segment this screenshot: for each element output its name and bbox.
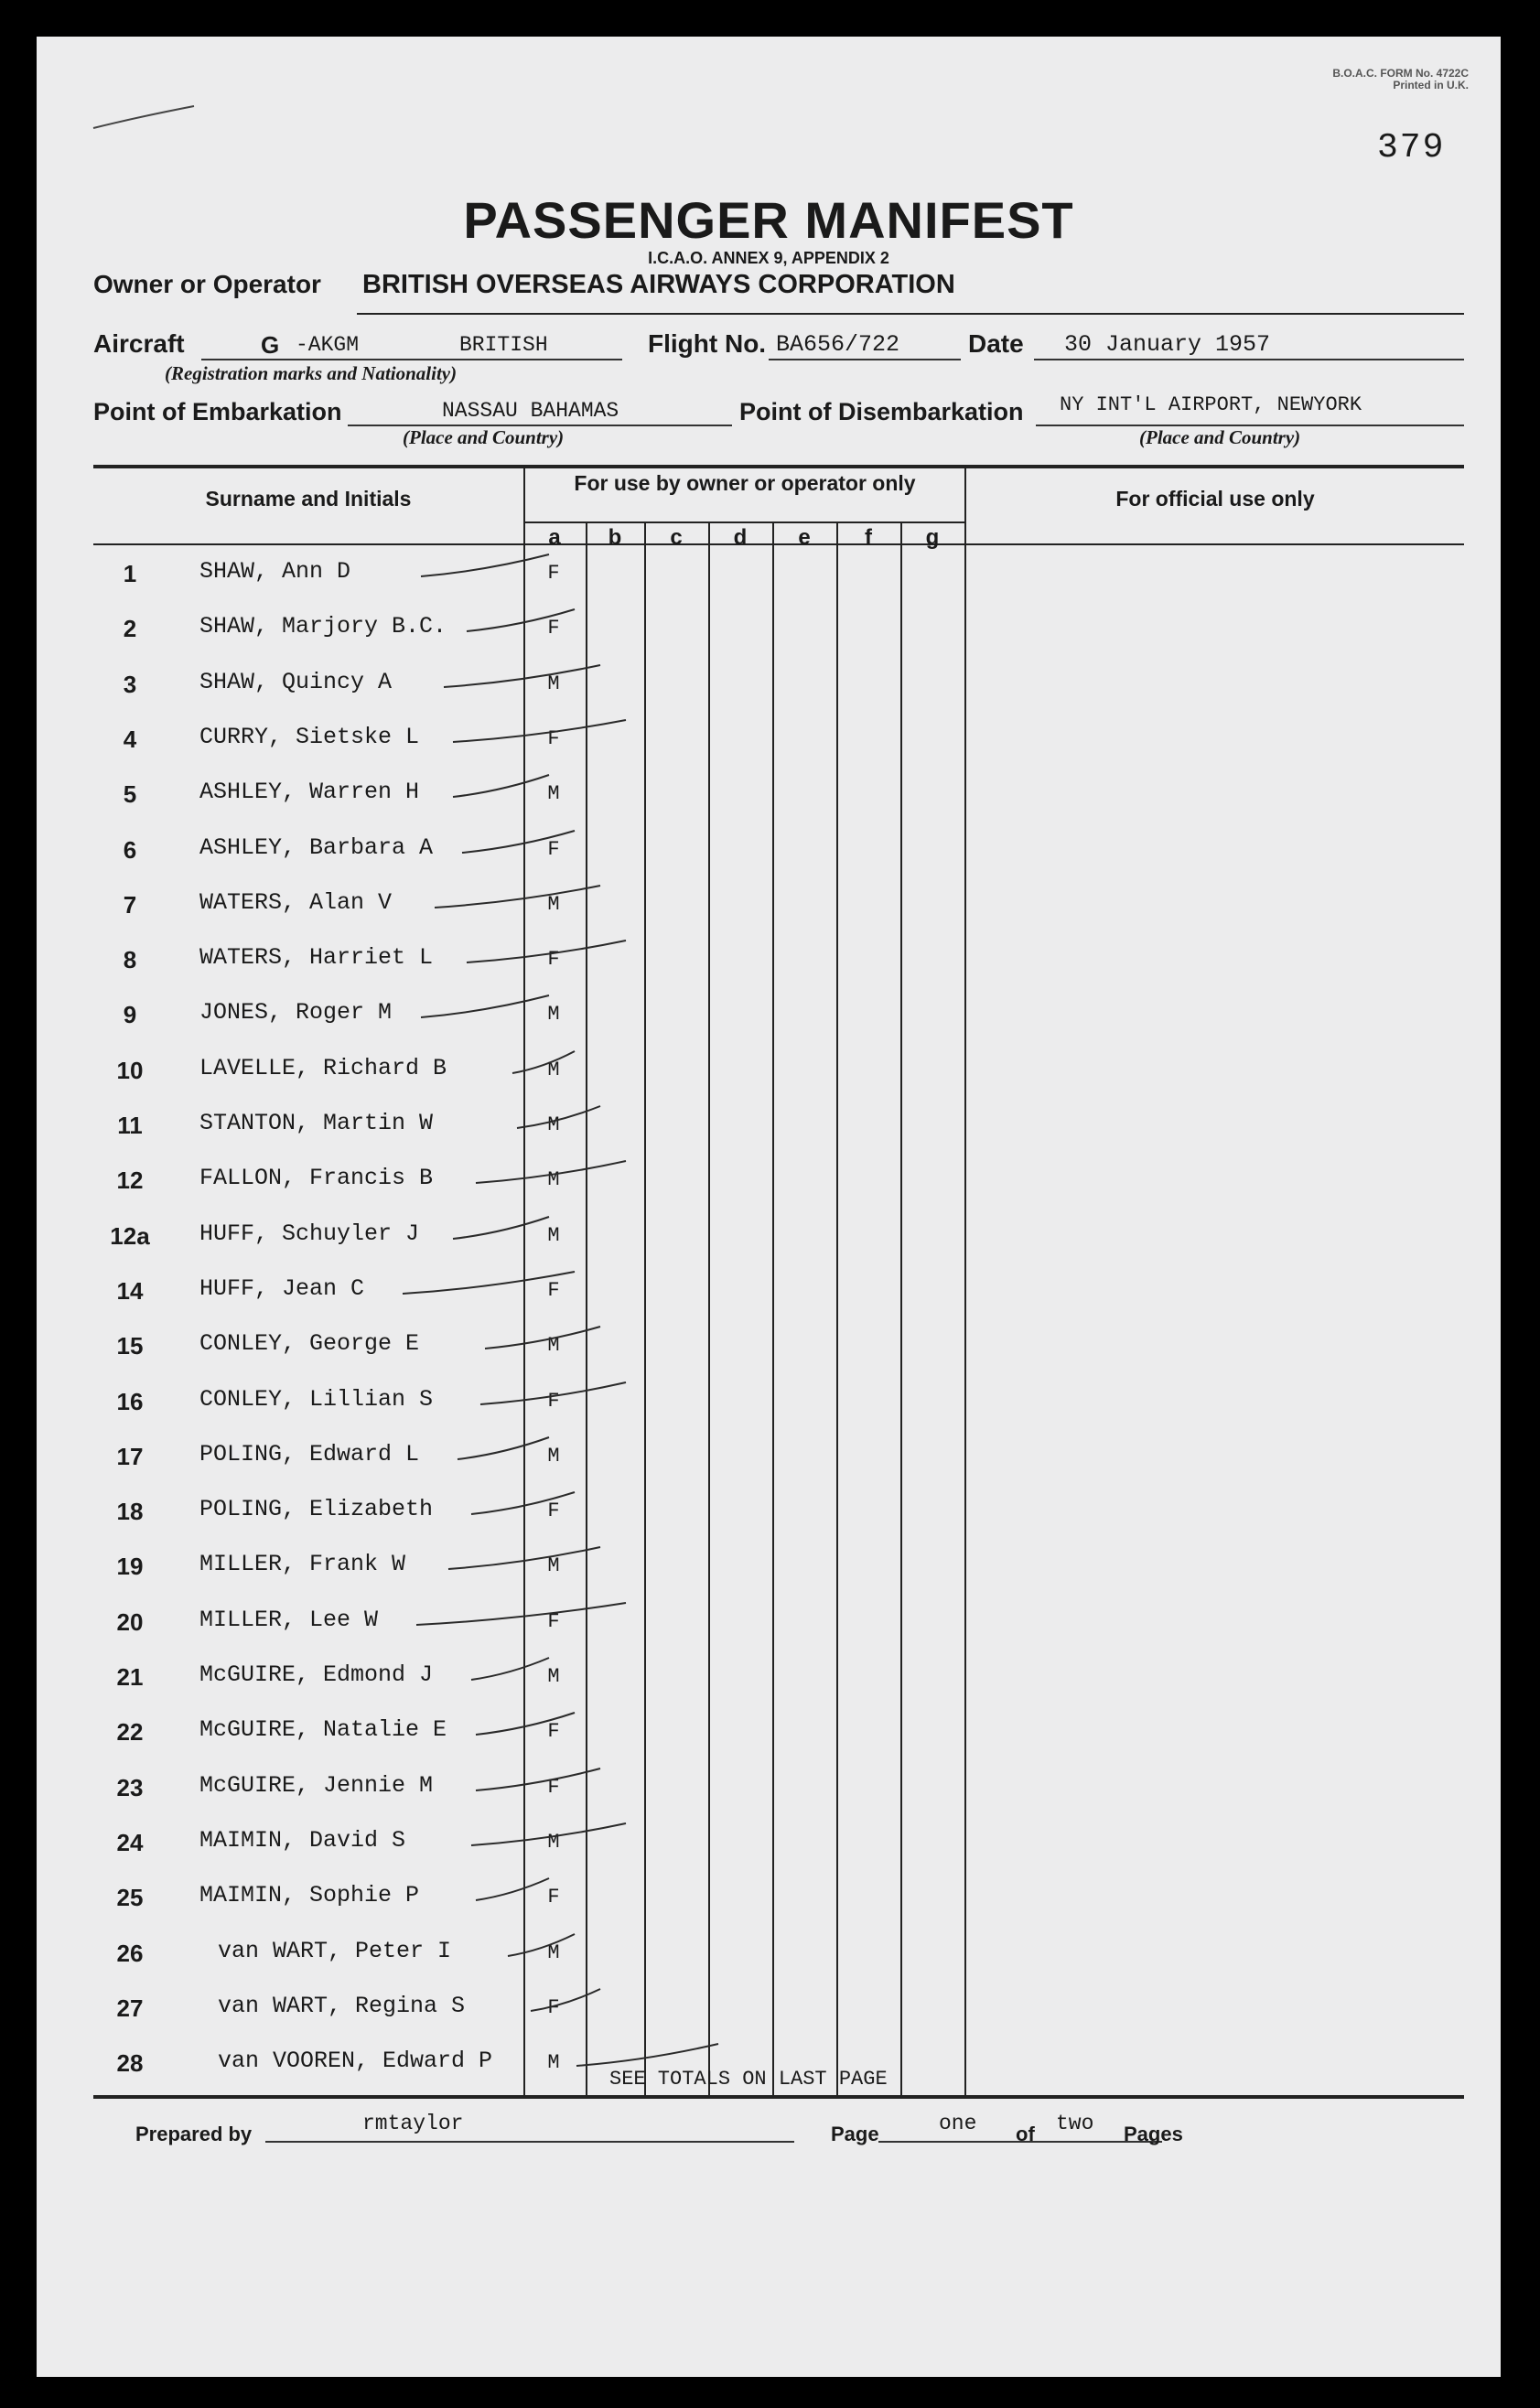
tick-stroke bbox=[476, 1768, 600, 1790]
passenger-name: STANTON, Martin W bbox=[199, 1110, 434, 1136]
passenger-sex: M bbox=[547, 1665, 560, 1688]
passenger-sex: M bbox=[547, 1941, 560, 1964]
passenger-sex: M bbox=[547, 893, 560, 916]
tick-stroke bbox=[471, 1823, 626, 1845]
passenger-name: MILLER, Frank W bbox=[199, 1551, 406, 1577]
tick-stroke bbox=[444, 665, 600, 687]
form-number-text: B.O.A.C. FORM No. 4722C bbox=[1332, 67, 1469, 80]
tick-stroke bbox=[458, 1437, 549, 1459]
row-number: 12a bbox=[110, 1222, 150, 1250]
row-number: 14 bbox=[116, 1277, 144, 1305]
flight-label: Flight No. bbox=[648, 329, 767, 358]
column-header-b: b bbox=[608, 525, 622, 550]
stray-pen-mark bbox=[92, 101, 220, 137]
passenger-sex: M bbox=[547, 1224, 560, 1247]
passenger-name: CONLEY, George E bbox=[199, 1330, 420, 1357]
column-header-e: e bbox=[798, 525, 811, 550]
passenger-name: HUFF, Jean C bbox=[199, 1275, 365, 1302]
tick-stroke bbox=[435, 886, 600, 908]
tick-stroke bbox=[462, 831, 575, 853]
embark-label: Point of Embarkation bbox=[93, 398, 342, 425]
totals-note: SEE TOTALS ON LAST PAGE bbox=[609, 2068, 888, 2091]
manifest-sheet bbox=[37, 37, 1501, 2377]
passenger-name: CURRY, Sietske L bbox=[199, 724, 420, 750]
passenger-name: McGUIRE, Natalie E bbox=[199, 1716, 447, 1743]
tick-stroke bbox=[403, 1272, 575, 1294]
passenger-sex: M bbox=[547, 1445, 560, 1467]
passenger-name: CONLEY, Lillian S bbox=[199, 1386, 434, 1413]
owner-value: BRITISH OVERSEAS AIRWAYS CORPORATION bbox=[362, 270, 955, 299]
passenger-name: SHAW, Ann D bbox=[199, 558, 351, 585]
official-header: For official use only bbox=[1115, 487, 1315, 511]
tick-stroke bbox=[471, 1658, 549, 1680]
row-number: 8 bbox=[123, 946, 137, 973]
page-stamp: 379 bbox=[1377, 128, 1446, 167]
printed-in-text: Printed in U.K. bbox=[1393, 79, 1469, 91]
passenger-name: SHAW, Marjory B.C. bbox=[199, 613, 447, 640]
tick-stroke bbox=[531, 1989, 600, 2011]
passenger-sex: M bbox=[547, 1168, 560, 1191]
passenger-sex: F bbox=[547, 617, 560, 640]
aircraft-nationality: BRITISH bbox=[459, 333, 548, 357]
passenger-sex: M bbox=[547, 1334, 560, 1357]
tick-stroke bbox=[476, 1161, 626, 1183]
passenger-name: van WART, Peter I bbox=[218, 1938, 452, 1964]
passenger-sex: F bbox=[547, 1500, 560, 1522]
passenger-name: WATERS, Alan V bbox=[199, 889, 393, 916]
passenger-sex: M bbox=[547, 1113, 560, 1136]
aircraft-note: (Registration marks and Nationality) bbox=[165, 362, 458, 384]
passenger-sex: F bbox=[547, 838, 560, 861]
prepared-underline bbox=[265, 2141, 794, 2143]
tick-stroke bbox=[453, 1217, 549, 1239]
tick-stroke bbox=[576, 2044, 718, 2066]
of-label: of bbox=[1016, 2123, 1035, 2145]
disembark-value: NY INT'L AIRPORT, NEWYORK bbox=[1060, 393, 1362, 416]
passenger-name: ASHLEY, Barbara A bbox=[199, 834, 434, 861]
passenger-sex: M bbox=[547, 672, 560, 695]
column-header-f: f bbox=[865, 525, 872, 550]
page-subtitle: I.C.A.O. ANNEX 9, APPENDIX 2 bbox=[648, 249, 889, 267]
row-number: 9 bbox=[123, 1001, 137, 1028]
passenger-name: JONES, Roger M bbox=[199, 999, 393, 1026]
date-value: 30 January 1957 bbox=[1064, 331, 1271, 358]
of-value: two bbox=[1056, 2112, 1094, 2135]
column-header-d: d bbox=[733, 525, 748, 550]
tick-stroke bbox=[453, 720, 626, 742]
passenger-name: POLING, Elizabeth bbox=[199, 1496, 434, 1522]
row-number: 4 bbox=[123, 726, 137, 753]
row-number: 7 bbox=[123, 891, 137, 919]
passenger-sex: F bbox=[547, 948, 560, 971]
page-title: PASSENGER MANIFEST bbox=[463, 191, 1074, 249]
row-number: 6 bbox=[123, 836, 137, 864]
passenger-sex: F bbox=[547, 727, 560, 750]
tick-stroke bbox=[476, 1713, 575, 1735]
tick-stroke bbox=[512, 1051, 575, 1073]
row-number: 22 bbox=[116, 1718, 144, 1746]
row-number: 3 bbox=[123, 671, 137, 698]
column-header-c: c bbox=[670, 525, 683, 550]
passenger-sex: M bbox=[547, 1003, 560, 1026]
passenger-sex: F bbox=[547, 1279, 560, 1302]
passenger-sex: M bbox=[547, 1059, 560, 1081]
aircraft-prefix: G bbox=[261, 331, 280, 359]
operator-header: For use by owner or operator only bbox=[574, 471, 916, 495]
row-number: 27 bbox=[116, 1994, 144, 2022]
row-number: 20 bbox=[116, 1608, 144, 1636]
prepared-label: Prepared by bbox=[135, 2123, 253, 2145]
row-number: 21 bbox=[116, 1663, 144, 1691]
row-number: 10 bbox=[116, 1057, 144, 1084]
row-number: 26 bbox=[116, 1940, 144, 1967]
passenger-sex: M bbox=[547, 782, 560, 805]
aircraft-label: Aircraft bbox=[93, 329, 185, 358]
row-number: 15 bbox=[116, 1332, 144, 1360]
tick-stroke bbox=[508, 1934, 575, 1956]
passenger-sex: M bbox=[547, 2051, 560, 2074]
disembark-note: (Place and Country) bbox=[1139, 426, 1301, 448]
passenger-sex: F bbox=[547, 562, 560, 585]
passenger-name: MAIMIN, Sophie P bbox=[199, 1882, 420, 1908]
date-label: Date bbox=[968, 329, 1024, 358]
column-header-g: g bbox=[925, 525, 940, 550]
disembark-label: Point of Disembarkation bbox=[739, 398, 1024, 425]
passenger-sex: F bbox=[547, 1720, 560, 1743]
passenger-sex: M bbox=[547, 1554, 560, 1577]
surname-header: Surname and Initials bbox=[205, 487, 412, 511]
passenger-name: ASHLEY, Warren H bbox=[199, 779, 420, 805]
column-header-a: a bbox=[548, 525, 561, 550]
tick-stroke bbox=[517, 1106, 600, 1128]
pen-strokes bbox=[37, 37, 1501, 2377]
row-number: 12 bbox=[116, 1166, 144, 1194]
passenger-name: MILLER, Lee W bbox=[199, 1607, 379, 1633]
tick-stroke bbox=[421, 554, 549, 576]
passenger-sex: F bbox=[547, 1776, 560, 1799]
row-number: 5 bbox=[123, 780, 137, 808]
passenger-name: WATERS, Harriet L bbox=[199, 944, 434, 971]
page-label: Page bbox=[831, 2123, 879, 2145]
passenger-name: HUFF, Schuyler J bbox=[199, 1220, 420, 1247]
row-number: 16 bbox=[116, 1388, 144, 1415]
row-number: 23 bbox=[116, 1774, 144, 1801]
flight-value: BA656/722 bbox=[776, 331, 900, 358]
passenger-name: McGUIRE, Edmond J bbox=[199, 1661, 434, 1688]
tick-stroke bbox=[476, 1878, 549, 1900]
tick-stroke bbox=[467, 609, 575, 631]
pages-label: Pages bbox=[1124, 2123, 1183, 2145]
tick-stroke bbox=[485, 1327, 600, 1349]
aircraft-registration: -AKGM bbox=[296, 333, 360, 357]
row-number: 25 bbox=[116, 1884, 144, 1911]
passenger-name: FALLON, Francis B bbox=[199, 1165, 434, 1191]
passenger-name: LAVELLE, Richard B bbox=[199, 1055, 447, 1081]
passenger-name: MAIMIN, David S bbox=[199, 1827, 406, 1854]
tick-stroke bbox=[471, 1492, 575, 1514]
embark-value: NASSAU BAHAMAS bbox=[442, 399, 619, 423]
tick-stroke bbox=[448, 1547, 600, 1569]
tick-stroke bbox=[421, 995, 549, 1017]
page-value: one bbox=[939, 2112, 977, 2135]
row-number: 19 bbox=[116, 1553, 144, 1580]
embark-note: (Place and Country) bbox=[403, 426, 565, 448]
row-number: 24 bbox=[116, 1829, 144, 1856]
passenger-name: McGUIRE, Jennie M bbox=[199, 1772, 434, 1799]
row-number: 28 bbox=[116, 2049, 144, 2077]
passenger-name: van VOOREN, Edward P bbox=[218, 2048, 493, 2074]
passenger-sex: M bbox=[547, 1831, 560, 1854]
passenger-sex: F bbox=[547, 1610, 560, 1633]
tick-stroke bbox=[467, 941, 626, 962]
tick-stroke bbox=[416, 1603, 626, 1625]
row-number: 2 bbox=[123, 615, 137, 642]
passenger-name: POLING, Edward L bbox=[199, 1441, 420, 1467]
owner-label: Owner or Operator bbox=[93, 270, 321, 298]
passenger-name: van WART, Regina S bbox=[218, 1993, 466, 2019]
passenger-sex: F bbox=[547, 1390, 560, 1413]
row-number: 18 bbox=[116, 1498, 144, 1525]
passenger-name: SHAW, Quincy A bbox=[199, 669, 393, 695]
passenger-sex: F bbox=[547, 1996, 560, 2019]
tick-stroke bbox=[480, 1382, 626, 1404]
row-number: 1 bbox=[123, 560, 137, 587]
passenger-sex: F bbox=[547, 1886, 560, 1908]
row-number: 17 bbox=[116, 1443, 144, 1470]
tick-stroke bbox=[453, 775, 549, 797]
prepared-value: rmtaylor bbox=[362, 2112, 464, 2135]
row-number: 11 bbox=[117, 1112, 143, 1139]
